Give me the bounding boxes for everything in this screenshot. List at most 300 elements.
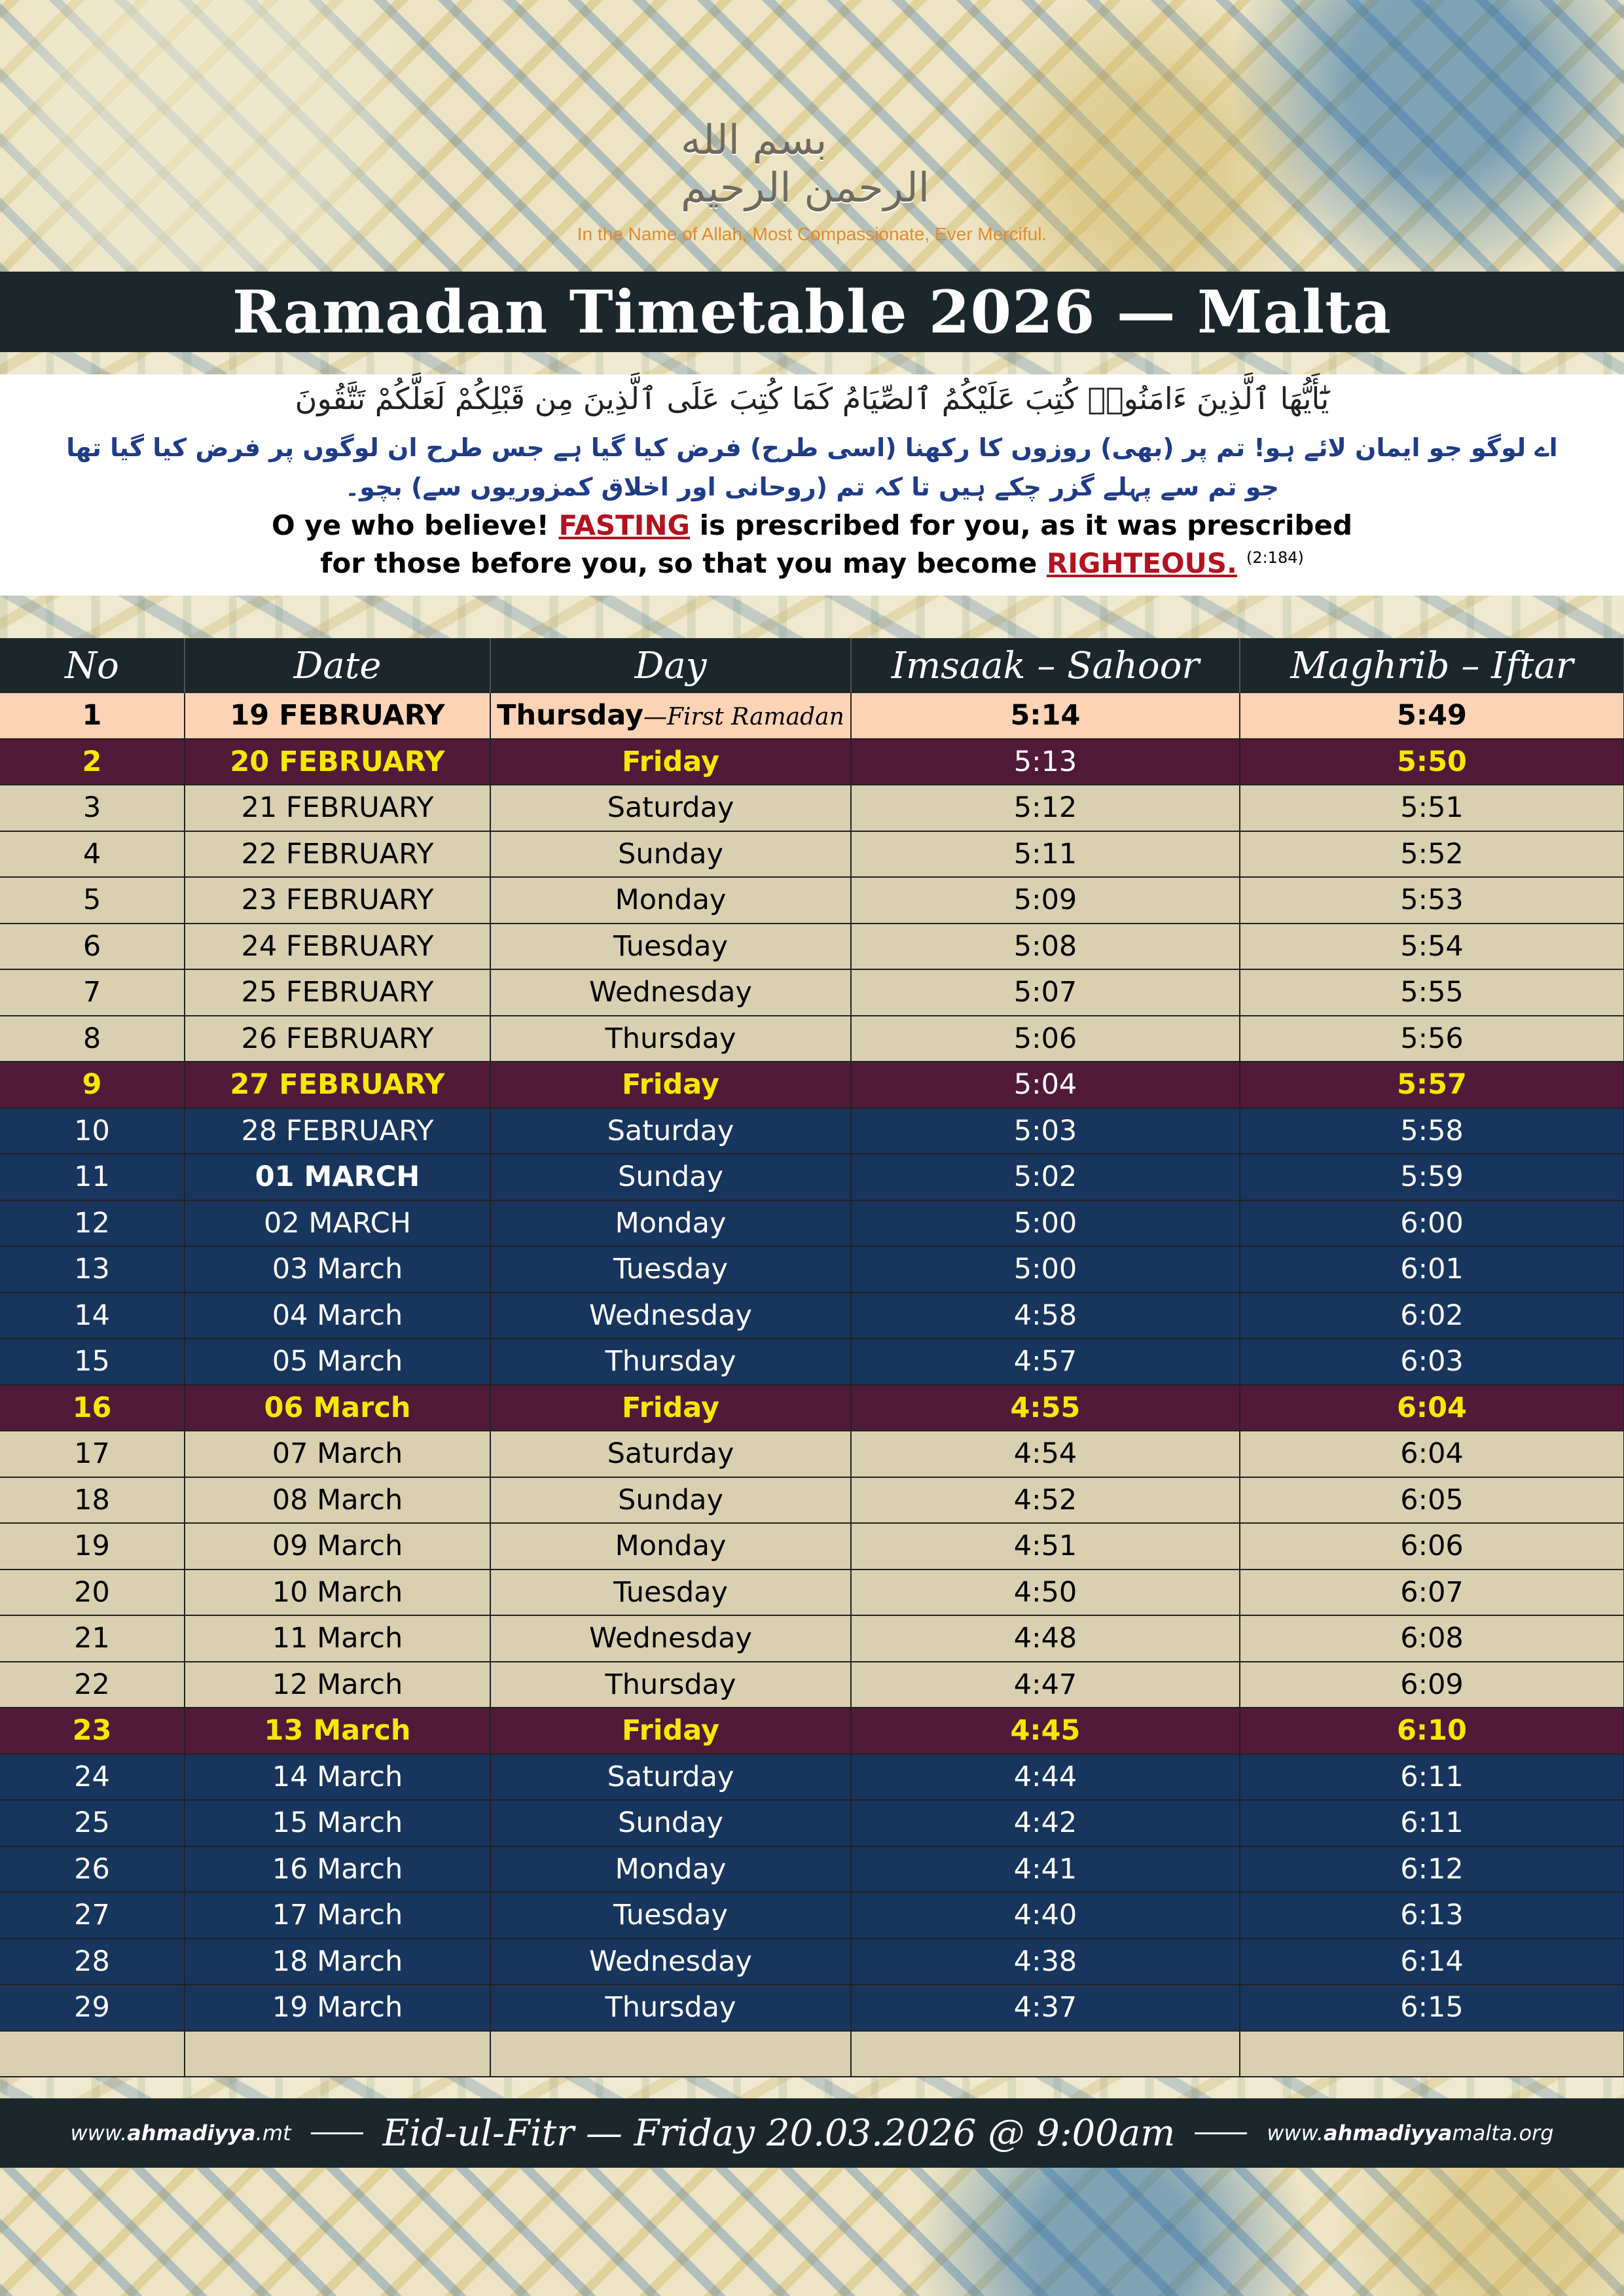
cell-sahoor-value: 4:44 — [1013, 1760, 1077, 1793]
cell-date — [185, 1385, 490, 1431]
cell-date — [185, 1246, 490, 1293]
cell-iftar-value: 5:51 — [1400, 791, 1464, 825]
cell-no — [0, 877, 185, 924]
cell-iftar-value: 5:57 — [1397, 1068, 1467, 1102]
column-header-date: Date — [185, 638, 490, 693]
cell-date-value: 27 FEBRUARY — [230, 1068, 445, 1102]
table-row — [0, 1800, 1624, 1846]
verse-arabic: يَٰٓأَيُّهَا ٱلَّذِينَ ءَامَنُوا۟ كُتِبَ عَلَيْكُمُ ٱلصِّيَامُ كَمَا كُتِبَ عَلَى ٱلَّذِينَ مِن قَبْلِكُمْ لَعَلَّكُمْ تَتَّقُونَ — [295, 381, 1329, 416]
cell-day — [490, 1154, 851, 1200]
verse-english-line1 — [0, 509, 1624, 541]
cell-sahoor-value: 5:09 — [1013, 884, 1077, 917]
cell-sahoor-value: 4:57 — [1013, 1345, 1077, 1378]
cell-no — [0, 1892, 185, 1939]
cell-no — [0, 739, 185, 785]
table-row-empty — [0, 2031, 1624, 2077]
cell-sahoor — [851, 1984, 1240, 2031]
table-row — [0, 1108, 1624, 1155]
cell-iftar — [1240, 1984, 1624, 2031]
cell-sahoor — [851, 693, 1240, 739]
cell-sahoor-value: 4:45 — [1010, 1714, 1081, 1748]
cell-day — [490, 1431, 851, 1477]
cell-day-value: Friday — [621, 1391, 720, 1424]
table-row — [0, 1892, 1624, 1939]
cell-day — [490, 1108, 851, 1155]
cell-no-value: 27 — [74, 1899, 110, 1932]
cell-sahoor-value: 4:55 — [1010, 1391, 1081, 1424]
verse-text: O ye who believe! — [271, 509, 559, 541]
cell-no-value: 12 — [74, 1206, 110, 1240]
cell-iftar — [1240, 1431, 1624, 1477]
cell-day-value: Saturday — [607, 1437, 734, 1471]
cell-no — [0, 1615, 185, 1662]
cell-iftar — [1240, 1754, 1624, 1801]
cell-iftar-value: 6:04 — [1400, 1437, 1464, 1471]
cell-sahoor — [851, 1754, 1240, 1801]
cell-sahoor — [851, 739, 1240, 785]
cell-day-value: Thursday — [605, 1022, 736, 1055]
cell-iftar — [1240, 1293, 1624, 1339]
cell-date-value: 14 March — [272, 1760, 403, 1793]
cell-iftar-value: 5:58 — [1400, 1114, 1464, 1147]
cell-no-value: 7 — [82, 976, 101, 1009]
cell-date — [185, 1892, 490, 1939]
cell-sahoor — [851, 785, 1240, 831]
cell-no — [0, 1570, 185, 1616]
table-row — [0, 877, 1624, 924]
cell-iftar — [1240, 924, 1624, 970]
verse-english-line2 — [0, 547, 1624, 579]
cell-day — [490, 1062, 851, 1108]
invocation-text: In the Name of Allah, Most Compassionate, Ever Merciful. — [577, 224, 1047, 244]
cell-sahoor-value: 5:12 — [1013, 791, 1077, 825]
cell-sahoor-value: 4:38 — [1013, 1945, 1077, 1978]
table-row — [0, 1615, 1624, 1662]
cell-date — [185, 1662, 490, 1708]
footer-bar — [0, 2098, 1624, 2168]
cell-iftar — [1240, 1892, 1624, 1939]
column-header-iftar: Maghrib – Iftar — [1240, 638, 1624, 693]
cell-no-value: 14 — [74, 1299, 110, 1332]
cell-iftar-value: 5:50 — [1397, 745, 1467, 778]
table-row — [0, 969, 1624, 1016]
cell-no — [0, 1523, 185, 1570]
cell-day-value: Tuesday — [613, 1575, 728, 1609]
cell-date-value: 05 March — [272, 1345, 403, 1378]
cell-day-value: Wednesday — [589, 1622, 752, 1655]
table-row — [0, 785, 1624, 831]
cell-sahoor-value: 4:48 — [1013, 1622, 1077, 1655]
cell-no-value: 17 — [74, 1437, 110, 1471]
cell-no-value: 19 — [74, 1530, 110, 1563]
cell-date — [185, 1615, 490, 1662]
cell-date — [185, 969, 490, 1016]
table-row — [0, 1431, 1624, 1477]
cell-date — [185, 1570, 490, 1616]
cell-sahoor — [851, 877, 1240, 924]
cell-iftar — [1240, 1523, 1624, 1570]
cell-no — [0, 1200, 185, 1247]
cell-sahoor — [851, 1062, 1240, 1108]
cell-iftar — [1240, 1708, 1624, 1754]
cell-no-value: 18 — [74, 1483, 110, 1516]
cell-iftar — [1240, 877, 1624, 924]
cell-iftar — [1240, 1846, 1624, 1893]
cell-day-value: Saturday — [607, 1114, 734, 1147]
cell-date-value: 22 FEBRUARY — [241, 837, 434, 870]
cell-no-value: 8 — [82, 1022, 101, 1055]
table-row — [0, 1846, 1624, 1893]
cell-day-value: Tuesday — [613, 1253, 728, 1286]
cell-day — [490, 1477, 851, 1524]
cell-iftar-value: 6:13 — [1400, 1899, 1464, 1932]
cell-iftar-value: 5:54 — [1400, 929, 1464, 963]
column-header-sahoor: Imsaak – Sahoor — [851, 638, 1240, 693]
cell-day — [490, 1200, 851, 1247]
cell-day — [490, 739, 851, 785]
cell-date — [185, 1200, 490, 1247]
timetable — [0, 638, 1624, 2077]
table-row — [0, 1984, 1624, 2031]
table-header-row — [0, 638, 1624, 693]
table-row — [0, 1523, 1624, 1570]
verse-box — [0, 374, 1624, 596]
cell-iftar — [1240, 1200, 1624, 1247]
verse-urdu-line2: جو تم سے پہلے گزر چکے ہیں تا کہ تم (روحانی اور اخلاق کمزوریوں سے) بچو۔ — [345, 473, 1279, 501]
verse-reference: (2:184) — [1246, 548, 1304, 567]
cell-iftar-value: 6:12 — [1400, 1852, 1464, 1886]
cell-no-value: 3 — [82, 791, 101, 825]
cell-no — [0, 1477, 185, 1524]
cell-iftar-value: 6:03 — [1400, 1345, 1464, 1378]
cell-no — [0, 693, 185, 739]
cell-day — [490, 1338, 851, 1385]
cell-day-value: Monday — [615, 1530, 727, 1563]
cell-day — [490, 877, 851, 924]
cell-iftar-value: 5:56 — [1400, 1022, 1464, 1055]
cell-sahoor — [851, 1570, 1240, 1616]
cell-iftar — [1240, 1477, 1624, 1524]
cell-date — [185, 1754, 490, 1801]
cell-iftar — [1240, 785, 1624, 831]
cell-day — [490, 1939, 851, 1985]
cell-sahoor — [851, 1800, 1240, 1846]
cell-iftar — [1240, 1338, 1624, 1385]
cell-sahoor-value: 5:08 — [1013, 929, 1077, 963]
cell-date — [185, 1477, 490, 1524]
cell-no — [0, 1846, 185, 1893]
cell-day — [490, 1570, 851, 1616]
cell-no — [0, 1708, 185, 1754]
cell-iftar — [1240, 1662, 1624, 1708]
cell-day-value: Saturday — [607, 791, 734, 825]
cell-day-value: Friday — [621, 1714, 720, 1748]
cell-date-value: 12 March — [272, 1668, 403, 1701]
table-row — [0, 1570, 1624, 1616]
cell-sahoor-value: 5:04 — [1013, 1068, 1077, 1102]
cell-day — [490, 1892, 851, 1939]
cell-date-value: 28 FEBRUARY — [241, 1114, 434, 1147]
cell-sahoor — [851, 1615, 1240, 1662]
table-row — [0, 1016, 1624, 1062]
cell-sahoor-value: 5:00 — [1013, 1253, 1077, 1286]
cell-no-value: 16 — [72, 1391, 112, 1424]
cell-date — [185, 1016, 490, 1062]
cell-no-value: 11 — [74, 1160, 110, 1194]
cell-sahoor — [851, 1939, 1240, 1985]
cell-day — [490, 1800, 851, 1846]
bismillah-calligraphy: بسم الله الرحمن الرحيم — [681, 116, 930, 211]
cell-sahoor-value: 5:07 — [1013, 976, 1077, 1009]
cell-no — [0, 1984, 185, 2031]
cell-sahoor-value: 4:40 — [1013, 1899, 1077, 1932]
cell-sahoor — [851, 1154, 1240, 1200]
table-row — [0, 1385, 1624, 1431]
cell-no — [0, 1800, 185, 1846]
verse-urdu-line1: اے لوگو جو ایمان لائے ہو! تم پر (بھی) روزوں کا رکھنا (اسی طرح) فرض کیا گیا ہے جس طرح ان لوگوں پر فرض کیا گیا تھا — [66, 433, 1558, 462]
cell-empty — [490, 2031, 851, 2077]
cell-iftar — [1240, 693, 1624, 739]
table-row — [0, 1662, 1624, 1708]
cell-sahoor — [851, 831, 1240, 878]
cell-sahoor-value: 5:02 — [1013, 1160, 1077, 1194]
cell-day — [490, 1754, 851, 1801]
cell-sahoor-value: 5:13 — [1013, 745, 1077, 778]
cell-sahoor — [851, 1477, 1240, 1524]
cell-empty — [851, 2031, 1240, 2077]
eid-announcement: Eid-ul-Fitr — Friday 20.03.2026 @ 9:00am — [382, 2111, 1176, 2155]
cell-date — [185, 831, 490, 878]
cell-no-value: 26 — [74, 1852, 110, 1886]
cell-day-value: Thursday — [605, 1345, 736, 1378]
cell-sahoor — [851, 969, 1240, 1016]
table-row — [0, 1754, 1624, 1801]
footer-website-mt[interactable]: www.ahmadiyya.mt — [70, 2121, 291, 2145]
cell-date-value: 03 March — [272, 1253, 403, 1286]
cell-iftar — [1240, 739, 1624, 785]
cell-day-value: Wednesday — [589, 1945, 752, 1978]
cell-day-value: Friday — [621, 1068, 720, 1102]
cell-iftar — [1240, 1062, 1624, 1108]
footer-divider — [311, 2132, 363, 2134]
cell-date — [185, 1431, 490, 1477]
cell-date — [185, 924, 490, 970]
first-ramadan-note: —First Ramadan — [643, 704, 844, 731]
cell-no-value: 5 — [82, 884, 101, 917]
cell-no — [0, 969, 185, 1016]
cell-sahoor-value: 5:03 — [1013, 1114, 1077, 1147]
verse-text: is prescribed for you, as it was prescribed — [689, 509, 1353, 541]
cell-iftar-value: 5:53 — [1400, 884, 1464, 917]
cell-iftar-value: 6:06 — [1400, 1530, 1464, 1563]
cell-date-value: 04 March — [272, 1299, 403, 1332]
cell-no — [0, 1154, 185, 1200]
cell-day-value: Sunday — [618, 1806, 723, 1840]
cell-date-value: 20 FEBRUARY — [230, 745, 445, 778]
cell-iftar-value: 6:11 — [1400, 1806, 1464, 1840]
cell-date-value: 07 March — [272, 1437, 403, 1471]
cell-date-value: 10 March — [272, 1575, 403, 1609]
cell-day — [490, 785, 851, 831]
cell-day — [490, 831, 851, 878]
cell-sahoor-value: 4:58 — [1013, 1299, 1077, 1332]
cell-no-value: 23 — [72, 1714, 112, 1748]
cell-empty — [0, 2031, 185, 2077]
cell-iftar-value: 6:05 — [1400, 1483, 1464, 1516]
cell-day — [490, 1662, 851, 1708]
cell-date-value: 24 FEBRUARY — [241, 929, 434, 963]
cell-iftar-value: 6:14 — [1400, 1945, 1464, 1978]
cell-sahoor-value: 5:06 — [1013, 1022, 1077, 1055]
cell-date-value: 13 March — [264, 1714, 411, 1748]
cell-iftar-value: 6:10 — [1397, 1714, 1467, 1748]
cell-sahoor — [851, 1892, 1240, 1939]
cell-no-value: 22 — [74, 1668, 110, 1701]
cell-iftar-value: 6:04 — [1397, 1391, 1467, 1424]
cell-iftar-value: 6:07 — [1400, 1575, 1464, 1609]
cell-sahoor — [851, 1246, 1240, 1293]
cell-date-value: 23 FEBRUARY — [241, 884, 434, 917]
cell-sahoor — [851, 1431, 1240, 1477]
cell-sahoor-value: 4:47 — [1013, 1668, 1077, 1701]
cell-date — [185, 785, 490, 831]
cell-no — [0, 1662, 185, 1708]
cell-date — [185, 1984, 490, 2031]
cell-sahoor — [851, 1846, 1240, 1893]
cell-sahoor-value: 4:51 — [1013, 1530, 1077, 1563]
cell-sahoor-value: 5:00 — [1013, 1206, 1077, 1240]
cell-date-value: 19 FEBRUARY — [230, 699, 445, 732]
cell-day-value: Wednesday — [589, 1299, 752, 1332]
cell-day — [490, 1016, 851, 1062]
cell-day-value: Tuesday — [613, 1899, 728, 1932]
cell-day-value: Sunday — [618, 1483, 723, 1516]
cell-iftar-value: 5:59 — [1400, 1160, 1464, 1194]
cell-iftar — [1240, 1108, 1624, 1155]
cell-date — [185, 1338, 490, 1385]
cell-date — [185, 739, 490, 785]
table-row — [0, 1062, 1624, 1108]
cell-sahoor — [851, 1200, 1240, 1247]
cell-day-value: Thursday — [605, 1668, 736, 1701]
cell-date-value: 02 MARCH — [264, 1206, 411, 1240]
column-header-day: Day — [490, 638, 851, 693]
decorative-pattern-bottom — [0, 2168, 1624, 2296]
cell-day — [490, 1293, 851, 1339]
cell-day — [490, 1708, 851, 1754]
cell-iftar-value: 6:00 — [1400, 1206, 1464, 1240]
cell-no — [0, 1062, 185, 1108]
cell-iftar-value: 5:49 — [1397, 699, 1467, 732]
table-row — [0, 1708, 1624, 1754]
cell-date-value: 08 March — [272, 1483, 403, 1516]
cell-iftar — [1240, 969, 1624, 1016]
cell-no-value: 10 — [74, 1114, 110, 1147]
cell-day — [490, 969, 851, 1016]
cell-iftar — [1240, 1154, 1624, 1200]
table-row — [0, 1154, 1624, 1200]
table-body — [0, 693, 1624, 2077]
cell-iftar — [1240, 1016, 1624, 1062]
cell-sahoor — [851, 1385, 1240, 1431]
cell-day-value: Friday — [621, 745, 720, 778]
cell-no-value: 13 — [74, 1253, 110, 1286]
cell-no — [0, 1246, 185, 1293]
cell-sahoor-value: 4:50 — [1013, 1575, 1077, 1609]
cell-date-value: 15 March — [272, 1806, 403, 1840]
cell-no-value: 9 — [82, 1068, 102, 1102]
table-row — [0, 1939, 1624, 1985]
cell-no-value: 15 — [74, 1345, 110, 1378]
table-row — [0, 831, 1624, 878]
cell-date-value: 06 March — [264, 1391, 411, 1424]
cell-date — [185, 877, 490, 924]
table-row — [0, 1246, 1624, 1293]
cell-day-value: Monday — [615, 1206, 727, 1240]
cell-no — [0, 1108, 185, 1155]
cell-date — [185, 1800, 490, 1846]
cell-no — [0, 1431, 185, 1477]
cell-no — [0, 924, 185, 970]
cell-date — [185, 1108, 490, 1155]
table-row — [0, 1338, 1624, 1385]
cell-day — [490, 1385, 851, 1431]
cell-day-value: Thursday — [605, 1991, 736, 2024]
cell-date-value: 26 FEBRUARY — [241, 1022, 434, 1055]
cell-date — [185, 1846, 490, 1893]
cell-sahoor — [851, 924, 1240, 970]
title-bar — [0, 272, 1624, 352]
column-header-no: No — [0, 638, 185, 693]
cell-day — [490, 1523, 851, 1570]
verse-emphasis-righteous: RIGHTEOUS. — [1047, 547, 1237, 579]
cell-day-value: Monday — [615, 1852, 727, 1886]
cell-no-value: 2 — [82, 745, 102, 778]
cell-date-value: 17 March — [272, 1899, 403, 1932]
cell-day-value: Sunday — [618, 1160, 723, 1194]
cell-no — [0, 1016, 185, 1062]
cell-iftar — [1240, 1246, 1624, 1293]
verse-text: for those before you, so that you may become — [320, 547, 1047, 579]
cell-date-value: 19 March — [272, 1991, 403, 2024]
cell-no-value: 6 — [82, 929, 101, 963]
cell-sahoor — [851, 1293, 1240, 1339]
cell-iftar-value: 6:02 — [1400, 1299, 1464, 1332]
cell-no-value: 28 — [74, 1945, 110, 1978]
cell-day-value: Saturday — [607, 1760, 734, 1793]
cell-iftar — [1240, 1939, 1624, 1985]
table-row — [0, 739, 1624, 785]
cell-no — [0, 831, 185, 878]
cell-no-value: 1 — [82, 699, 102, 732]
cell-iftar — [1240, 831, 1624, 878]
table-row — [0, 1200, 1624, 1247]
cell-iftar-value: 6:09 — [1400, 1668, 1464, 1701]
cell-empty — [185, 2031, 490, 2077]
cell-no — [0, 1754, 185, 1801]
cell-date-value: 01 MARCH — [255, 1160, 420, 1194]
cell-day — [490, 1246, 851, 1293]
cell-sahoor-value: 4:42 — [1013, 1806, 1077, 1840]
cell-day — [490, 693, 851, 739]
cell-date — [185, 1293, 490, 1339]
cell-day — [490, 1846, 851, 1893]
cell-iftar-value: 6:01 — [1400, 1253, 1464, 1286]
cell-date — [185, 1939, 490, 1985]
cell-date-value: 21 FEBRUARY — [241, 791, 434, 825]
footer-website-org[interactable]: www.ahmadiyyamalta.org — [1267, 2121, 1554, 2145]
cell-iftar-value: 6:08 — [1400, 1622, 1464, 1655]
